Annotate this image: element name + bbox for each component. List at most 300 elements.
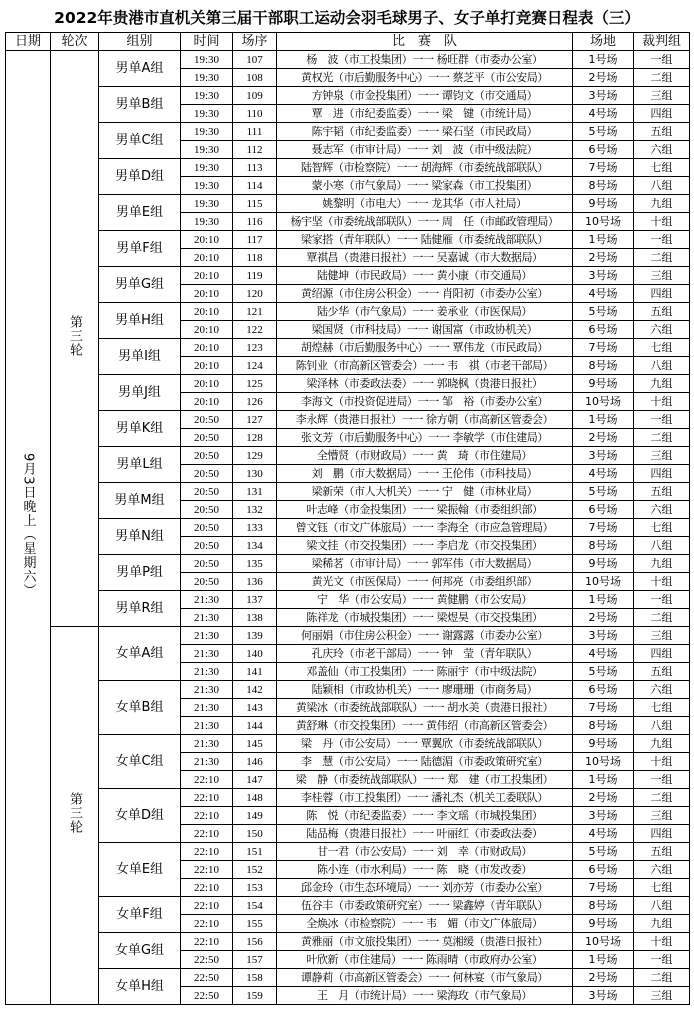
match-players: 黄权光（市后勤服务中心）一一 蔡芝平（市公安局） — [277, 69, 573, 87]
table-row — [6, 681, 690, 699]
match-venue: 5号场 — [573, 123, 634, 141]
group-name: 男单D组 — [99, 159, 181, 195]
table-row — [6, 591, 690, 609]
match-number: 146 — [233, 753, 277, 771]
referee-group: 一组 — [634, 951, 690, 969]
table-row — [6, 483, 690, 501]
match-players: 陈祥龙（市城投集团）一一 梁煜昊（市交投集团） — [277, 609, 573, 627]
match-venue: 7号场 — [573, 159, 634, 177]
match-players: 姚黎明（市电大）一一 龙其华（市人社局） — [277, 195, 573, 213]
match-time: 21:30 — [181, 627, 233, 645]
round-label: 第三轮 — [67, 792, 82, 834]
match-time: 22:10 — [181, 915, 233, 933]
header-venue: 场地 — [573, 33, 634, 51]
referee-group: 七组 — [634, 339, 690, 357]
match-time: 21:30 — [181, 753, 233, 771]
date-cell — [6, 51, 51, 1005]
match-time: 21:30 — [181, 609, 233, 627]
match-venue: 4号场 — [573, 285, 634, 303]
referee-group: 六组 — [634, 141, 690, 159]
match-players: 梁稀茗（市审计局）一一 郭军伟（市大数据局） — [277, 555, 573, 573]
match-time: 20:10 — [181, 339, 233, 357]
referee-group: 三组 — [634, 447, 690, 465]
referee-group: 三组 — [634, 627, 690, 645]
table-row — [6, 843, 690, 861]
match-players: 胡煌赫（市后勤服务中心）一一 覃伟龙（市民政局） — [277, 339, 573, 357]
match-time: 20:50 — [181, 483, 233, 501]
table-header-row — [6, 33, 690, 51]
match-venue: 5号场 — [573, 303, 634, 321]
match-number: 128 — [233, 429, 277, 447]
match-venue: 8号场 — [573, 357, 634, 375]
match-venue: 2号场 — [573, 249, 634, 267]
match-venue: 1号场 — [573, 411, 634, 429]
match-venue: 2号场 — [573, 789, 634, 807]
match-time: 20:50 — [181, 555, 233, 573]
match-number: 156 — [233, 933, 277, 951]
match-number: 112 — [233, 141, 277, 159]
match-number: 116 — [233, 213, 277, 231]
match-players: 陈钊业（市高新区管委会）一一 韦 祺（市老干部局） — [277, 357, 573, 375]
match-players: 全焕冰（市检察院）一一 韦 媚（市文广体旅局） — [277, 915, 573, 933]
match-number: 152 — [233, 861, 277, 879]
match-number: 126 — [233, 393, 277, 411]
match-venue: 1号场 — [573, 951, 634, 969]
referee-group: 五组 — [634, 663, 690, 681]
match-players: 何丽娟（市住房公积金）一一 谢露露（市委办公室） — [277, 627, 573, 645]
group-name: 女单E组 — [99, 843, 181, 897]
referee-group: 五组 — [634, 843, 690, 861]
match-number: 109 — [233, 87, 277, 105]
match-venue: 3号场 — [573, 87, 634, 105]
referee-group: 十组 — [634, 573, 690, 591]
round-cell — [51, 627, 99, 1005]
match-venue: 3号场 — [573, 627, 634, 645]
match-number: 141 — [233, 663, 277, 681]
referee-group: 八组 — [634, 537, 690, 555]
match-venue: 5号场 — [573, 483, 634, 501]
match-players: 陆健坤（市民政局）一一 黄小康（市交通局） — [277, 267, 573, 285]
referee-group: 三组 — [634, 987, 690, 1005]
match-players: 覃 进（市纪委监委）一一 梁 键（市统计局） — [277, 105, 573, 123]
match-players: 梁文挂（市交投集团）一一 李启龙（市交投集团） — [277, 537, 573, 555]
match-number: 122 — [233, 321, 277, 339]
match-venue: 9号场 — [573, 195, 634, 213]
match-number: 145 — [233, 735, 277, 753]
match-time: 20:10 — [181, 231, 233, 249]
group-name: 男单L组 — [99, 447, 181, 483]
match-time: 19:30 — [181, 123, 233, 141]
match-venue: 4号场 — [573, 465, 634, 483]
match-time: 21:30 — [181, 645, 233, 663]
match-number: 153 — [233, 879, 277, 897]
table-row — [6, 123, 690, 141]
group-name: 男单I组 — [99, 339, 181, 375]
match-venue: 7号场 — [573, 519, 634, 537]
match-number: 129 — [233, 447, 277, 465]
match-time: 20:50 — [181, 465, 233, 483]
match-time: 21:30 — [181, 663, 233, 681]
match-players: 陆少华（市气象局）一一 姜承业（市医保局） — [277, 303, 573, 321]
match-time: 20:50 — [181, 501, 233, 519]
match-time: 20:10 — [181, 285, 233, 303]
match-time: 21:30 — [181, 681, 233, 699]
match-venue: 8号场 — [573, 717, 634, 735]
match-players: 邱金玲（市生态环境局）一一 刘亦芳（市委办公室） — [277, 879, 573, 897]
group-name: 女单G组 — [99, 933, 181, 969]
match-players: 陆智辉（市检察院）一一 胡海辉（市委统战部联队） — [277, 159, 573, 177]
table-row — [6, 231, 690, 249]
match-number: 114 — [233, 177, 277, 195]
match-venue: 8号场 — [573, 177, 634, 195]
match-time: 21:30 — [181, 717, 233, 735]
referee-group: 六组 — [634, 681, 690, 699]
referee-group: 四组 — [634, 825, 690, 843]
match-venue: 10号场 — [573, 753, 634, 771]
match-venue: 10号场 — [573, 573, 634, 591]
match-number: 150 — [233, 825, 277, 843]
table-row — [6, 411, 690, 429]
match-venue: 1号场 — [573, 771, 634, 789]
referee-group: 三组 — [634, 87, 690, 105]
group-name: 女单A组 — [99, 627, 181, 681]
referee-group: 八组 — [634, 717, 690, 735]
match-number: 132 — [233, 501, 277, 519]
match-number: 134 — [233, 537, 277, 555]
table-row — [6, 519, 690, 537]
match-time: 20:50 — [181, 519, 233, 537]
group-name: 男单B组 — [99, 87, 181, 123]
header-match-no: 场序 — [233, 33, 277, 51]
match-players: 梁 丹（市公安局）一一 覃翼欣（市委统战部联队） — [277, 735, 573, 753]
match-venue: 3号场 — [573, 447, 634, 465]
match-players: 陆品梅（贵港日报社）一一 叶丽红（市委政法委） — [277, 825, 573, 843]
referee-group: 一组 — [634, 591, 690, 609]
referee-group: 十组 — [634, 753, 690, 771]
match-venue: 10号场 — [573, 393, 634, 411]
table-row — [6, 933, 690, 951]
referee-group: 一组 — [634, 231, 690, 249]
match-number: 121 — [233, 303, 277, 321]
match-number: 111 — [233, 123, 277, 141]
match-venue: 5号场 — [573, 843, 634, 861]
referee-group: 九组 — [634, 195, 690, 213]
match-number: 120 — [233, 285, 277, 303]
page-title: 2022年贵港市直机关第三届干部职工运动会羽毛球男子、女子单打竞赛日程表（三） — [54, 9, 640, 27]
match-time: 19:30 — [181, 105, 233, 123]
match-number: 143 — [233, 699, 277, 717]
match-time: 19:30 — [181, 69, 233, 87]
match-number: 157 — [233, 951, 277, 969]
match-number: 118 — [233, 249, 277, 267]
match-number: 130 — [233, 465, 277, 483]
match-time: 20:10 — [181, 393, 233, 411]
match-venue: 3号场 — [573, 987, 634, 1005]
match-time: 20:10 — [181, 321, 233, 339]
date-label: 9月3日晚上（星期六） — [20, 452, 36, 598]
match-time: 20:50 — [181, 537, 233, 555]
match-number: 137 — [233, 591, 277, 609]
match-venue: 1号场 — [573, 231, 634, 249]
match-time: 22:50 — [181, 969, 233, 987]
referee-group: 二组 — [634, 249, 690, 267]
referee-group: 五组 — [634, 483, 690, 501]
match-time: 22:10 — [181, 933, 233, 951]
match-venue: 9号场 — [573, 555, 634, 573]
match-time: 19:30 — [181, 51, 233, 69]
match-time: 19:30 — [181, 213, 233, 231]
table-row — [6, 555, 690, 573]
match-players: 李 慧（市公安局）一一 陆德湄（市委政策研究室） — [277, 753, 573, 771]
referee-group: 五组 — [634, 303, 690, 321]
match-number: 136 — [233, 573, 277, 591]
table-row — [6, 303, 690, 321]
match-time: 20:10 — [181, 357, 233, 375]
match-venue: 6号场 — [573, 321, 634, 339]
match-time: 20:50 — [181, 429, 233, 447]
match-players: 梁家搭（青年联队）一一 陆健雁（市委统战部联队） — [277, 231, 573, 249]
match-time: 22:50 — [181, 987, 233, 1005]
match-venue: 6号场 — [573, 861, 634, 879]
table-row — [6, 969, 690, 987]
group-name: 男单P组 — [99, 555, 181, 591]
group-name: 男单F组 — [99, 231, 181, 267]
match-time: 19:30 — [181, 195, 233, 213]
match-time: 20:50 — [181, 447, 233, 465]
referee-group: 十组 — [634, 213, 690, 231]
match-time: 22:10 — [181, 789, 233, 807]
match-number: 155 — [233, 915, 277, 933]
match-players: 李海文（市投资促进局）一一 邹 裕（市委办公室） — [277, 393, 573, 411]
match-number: 131 — [233, 483, 277, 501]
match-venue: 6号场 — [573, 501, 634, 519]
group-name: 男单K组 — [99, 411, 181, 447]
match-players: 杨宇坚（市委统战部联队）一一 周 任（市邮政管理局） — [277, 213, 573, 231]
match-venue: 2号场 — [573, 609, 634, 627]
match-venue: 4号场 — [573, 825, 634, 843]
match-venue: 1号场 — [573, 51, 634, 69]
match-players: 刘 鹏（市大数据局）一一 王伦伟（市科技局） — [277, 465, 573, 483]
table-row — [6, 159, 690, 177]
match-venue: 3号场 — [573, 807, 634, 825]
match-time: 22:10 — [181, 843, 233, 861]
match-time: 20:10 — [181, 375, 233, 393]
referee-group: 八组 — [634, 177, 690, 195]
referee-group: 一组 — [634, 771, 690, 789]
group-name: 女单F组 — [99, 897, 181, 933]
match-time: 20:10 — [181, 303, 233, 321]
match-venue: 7号场 — [573, 699, 634, 717]
match-venue: 7号场 — [573, 879, 634, 897]
match-number: 107 — [233, 51, 277, 69]
match-number: 115 — [233, 195, 277, 213]
match-players: 叶志峰（市金投集团）一一 梁振翰（市委组织部） — [277, 501, 573, 519]
match-time: 22:10 — [181, 879, 233, 897]
referee-group: 二组 — [634, 609, 690, 627]
match-number: 139 — [233, 627, 277, 645]
match-players: 梁 静（市委统战部联队）一一 郑 建（市工投集团） — [277, 771, 573, 789]
match-players: 张文芳（市后勤服务中心）一一 李敏学（市住建局） — [277, 429, 573, 447]
match-venue: 3号场 — [573, 267, 634, 285]
match-players: 孔庆玲（市老干部局）一一 钟 莹（青年联队） — [277, 645, 573, 663]
match-number: 148 — [233, 789, 277, 807]
match-players: 全懵贤（市财政局）一一 黄 琦（市住建局） — [277, 447, 573, 465]
match-number: 159 — [233, 987, 277, 1005]
match-venue: 9号场 — [573, 735, 634, 753]
table-row — [6, 735, 690, 753]
table-row — [6, 789, 690, 807]
match-number: 133 — [233, 519, 277, 537]
match-venue: 6号场 — [573, 141, 634, 159]
match-players: 伍谷丰（市委政策研究室）一一 梁鑫婷（青年联队） — [277, 897, 573, 915]
match-venue: 5号场 — [573, 663, 634, 681]
header-time: 时间 — [181, 33, 233, 51]
match-players: 叶欣新（市住建局）一一 陈雨晴（市政府办公室） — [277, 951, 573, 969]
match-venue: 9号场 — [573, 375, 634, 393]
group-name: 女单H组 — [99, 969, 181, 1005]
referee-group: 四组 — [634, 105, 690, 123]
match-time: 20:50 — [181, 411, 233, 429]
table-row — [6, 897, 690, 915]
match-time: 22:10 — [181, 897, 233, 915]
group-name: 男单G组 — [99, 267, 181, 303]
referee-group: 二组 — [634, 69, 690, 87]
match-players: 邓盖仙（市工投集团）一一 陈丽宇（市中级法院） — [277, 663, 573, 681]
table-row — [6, 195, 690, 213]
header-match: 比 赛 队 — [277, 33, 573, 51]
match-players: 曾文钰（市文广体旅局）一一 李海全（市应急管理局） — [277, 519, 573, 537]
match-venue: 9号场 — [573, 915, 634, 933]
match-number: 119 — [233, 267, 277, 285]
table-row — [6, 375, 690, 393]
group-name: 男单M组 — [99, 483, 181, 519]
match-players: 陆颖相（市政协机关）一一 廖珊珊（市商务局） — [277, 681, 573, 699]
schedule-body — [6, 51, 690, 1005]
match-venue: 4号场 — [573, 105, 634, 123]
match-venue: 8号场 — [573, 537, 634, 555]
match-time: 19:30 — [181, 177, 233, 195]
table-row — [6, 447, 690, 465]
referee-group: 四组 — [634, 465, 690, 483]
referee-group: 一组 — [634, 411, 690, 429]
referee-group: 九组 — [634, 735, 690, 753]
group-name: 男单H组 — [99, 303, 181, 339]
match-number: 125 — [233, 375, 277, 393]
referee-group: 九组 — [634, 375, 690, 393]
match-time: 20:50 — [181, 573, 233, 591]
referee-group: 四组 — [634, 285, 690, 303]
referee-group: 七组 — [634, 159, 690, 177]
referee-group: 六组 — [634, 321, 690, 339]
referee-group: 九组 — [634, 915, 690, 933]
match-number: 138 — [233, 609, 277, 627]
match-players: 黄雅丽（市文旅投集团）一一 莫湘缓（贵港日报社） — [277, 933, 573, 951]
group-name: 女单D组 — [99, 789, 181, 843]
table-row — [6, 87, 690, 105]
referee-group: 十组 — [634, 393, 690, 411]
match-number: 142 — [233, 681, 277, 699]
match-time: 20:10 — [181, 249, 233, 267]
match-players: 陈 悦（市纪委监委）一一 李文瑶（市城投集团） — [277, 807, 573, 825]
match-players: 杨 波（市工投集团）一一 杨旺群（市委办公室） — [277, 51, 573, 69]
match-venue: 10号场 — [573, 933, 634, 951]
match-time: 22:10 — [181, 807, 233, 825]
match-venue: 4号场 — [573, 645, 634, 663]
match-time: 22:50 — [181, 951, 233, 969]
referee-group: 六组 — [634, 501, 690, 519]
match-players: 梁国贤（市科技局）一一 谢国富（市政协机关） — [277, 321, 573, 339]
match-players: 方钟泉（市金投集团）一一 谭钧文（市交通局） — [277, 87, 573, 105]
header-group: 组别 — [99, 33, 181, 51]
match-time: 21:30 — [181, 591, 233, 609]
match-number: 117 — [233, 231, 277, 249]
match-number: 113 — [233, 159, 277, 177]
match-time: 19:30 — [181, 87, 233, 105]
referee-group: 八组 — [634, 357, 690, 375]
match-players: 甘一君（市公安局）一一 刘 幸（市财政局） — [277, 843, 573, 861]
match-players: 覃祺昌（贵港日报社）一一 吴嘉诚（市大数据局） — [277, 249, 573, 267]
match-players: 陈宇韬（市纪委监委）一一 梁石坚（市民政局） — [277, 123, 573, 141]
referee-group: 七组 — [634, 519, 690, 537]
match-players: 聂志军（市审计局）一一 刘 波（市中级法院） — [277, 141, 573, 159]
match-venue: 1号场 — [573, 591, 634, 609]
group-name: 男单E组 — [99, 195, 181, 231]
match-players: 陈小连（市水利局）一一 陈 晓（市发改委） — [277, 861, 573, 879]
match-players: 梁新荣（市人大机关）一一 宁 健（市林业局） — [277, 483, 573, 501]
match-players: 黄光文（市医保局）一一 何邦亮（市委组织部） — [277, 573, 573, 591]
referee-group: 七组 — [634, 879, 690, 897]
referee-group: 三组 — [634, 807, 690, 825]
match-time: 22:10 — [181, 861, 233, 879]
header-referee-group: 裁判组 — [634, 33, 690, 51]
match-players: 王 月（市统计局）一一 梁海玫（市气象局） — [277, 987, 573, 1005]
match-venue: 10号场 — [573, 213, 634, 231]
match-number: 123 — [233, 339, 277, 357]
match-venue: 8号场 — [573, 897, 634, 915]
match-number: 154 — [233, 897, 277, 915]
match-number: 158 — [233, 969, 277, 987]
round-label: 第三轮 — [67, 315, 82, 357]
match-venue: 6号场 — [573, 681, 634, 699]
match-time: 21:30 — [181, 699, 233, 717]
match-number: 135 — [233, 555, 277, 573]
match-number: 127 — [233, 411, 277, 429]
match-players: 李永辉（贵港日报社）一一 徐方朝（市高新区管委会） — [277, 411, 573, 429]
match-number: 140 — [233, 645, 277, 663]
round-cell — [51, 51, 99, 627]
referee-group: 九组 — [634, 555, 690, 573]
match-venue: 2号场 — [573, 429, 634, 447]
match-number: 108 — [233, 69, 277, 87]
schedule-table — [5, 32, 690, 1005]
match-time: 22:10 — [181, 771, 233, 789]
match-time: 19:30 — [181, 159, 233, 177]
match-time: 22:10 — [181, 825, 233, 843]
table-row — [6, 627, 690, 645]
referee-group: 三组 — [634, 267, 690, 285]
match-number: 144 — [233, 717, 277, 735]
table-row — [6, 339, 690, 357]
group-name: 女单C组 — [99, 735, 181, 789]
referee-group: 二组 — [634, 789, 690, 807]
match-players: 谭静莉（市高新区管委会）一一 何林宴（市气象局） — [277, 969, 573, 987]
match-number: 124 — [233, 357, 277, 375]
match-time: 21:30 — [181, 735, 233, 753]
referee-group: 七组 — [634, 699, 690, 717]
referee-group: 八组 — [634, 897, 690, 915]
match-number: 110 — [233, 105, 277, 123]
match-venue: 2号场 — [573, 69, 634, 87]
